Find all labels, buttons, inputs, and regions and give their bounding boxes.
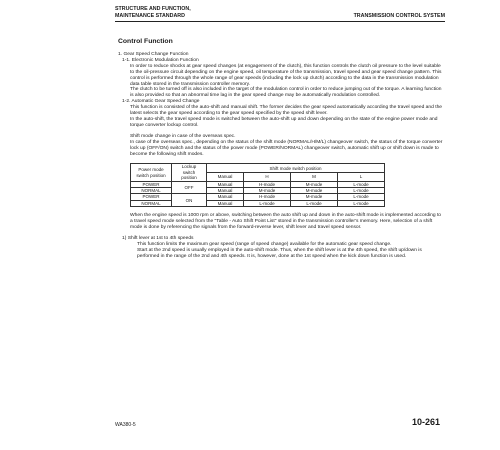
section-1-1-paragraph-2: The clutch to be turned off is also included in the target of the modulation control in order to reduce jumping out of the torque. A learning function is also provided so that an abnormal time lag in the gear speed change may be automatically modulation controlled. [130, 87, 442, 99]
sub-manual: Manual [207, 173, 244, 182]
col-lockup-switch: Lockup switch position [172, 164, 207, 181]
table-row: POWER OFF Manual H-mode M-mode L-mode [131, 181, 385, 187]
header-line-2: MAINTENANCE STANDARD [115, 12, 185, 19]
lockup-off-cell: OFF [172, 181, 207, 194]
section-1-2-paragraph: This function is consisted of the auto-shift and manual shift. The former decides the gear speed automatically according the travel speed and the latest selects the gear speed according to the gear speed specified by the speed shift lever. [130, 105, 443, 117]
document-body [118, 38, 444, 260]
table-row: POWER ON Manual H-mode M-mode L-mode [131, 194, 385, 200]
list-item-1-paragraph: This function limits the maximum gear speed (range of speed change) available for the automatic gear speed change. [137, 241, 392, 247]
table-row: NORMAL Manual L-mode L-mode L-mode [131, 200, 385, 206]
sub-l: L [338, 173, 385, 182]
header-rule [115, 21, 445, 22]
page-header [115, 6, 445, 19]
footer-page-number: 10-261 [412, 417, 441, 427]
overseas-spec-paragraph: In case of the overseas spec., depending on the status of the shift mode (NORMAL/H/M/L) changeover switch, the status of the torque converter lock up (OFF/ON) switch and the status of the power mode (POWER/NORMAL) changeover switch, automatic shift up or shift down is made to become the following shift modes. [130, 139, 443, 157]
footer-model: WA380-5 [115, 422, 136, 428]
section-1-heading: 1. Gear Speed Change Function [118, 52, 189, 57]
col-shift-mode: Shift mode switch position [207, 164, 385, 173]
section-1-1-heading: 1-1. Electronic Modulation Function [122, 57, 199, 63]
header-line-1: STRUCTURE AND FUNCTION, [115, 6, 191, 12]
section-1-1-paragraph: In order to reduce shocks at gear speed changes (at engagement of the clutch), this function controls the clutch oil pressure to the level suitable to the oil-pressure circuit depending on the engine speed, oil temperature of the transmission, travel speed and gear speed change pattern. This control is performed through the whole range of gear speeds (including the lock up clutch) according to the data in the transmission modulation data table stored in the transmission controller memory. [130, 63, 442, 87]
header-section-title: TRANSMISSION CONTROL SYSTEM [353, 12, 445, 19]
shift-mode-table [130, 163, 385, 207]
auto-shift-paragraph: When the engine speed is 1000 rpm or above, switching between the auto shift up and down in the auto-shift mode is implemented according to a travel speed mode selected from the "Table - Auto Shift Point List" stored in the transmission controller's memory. Here, selection of a shift mode is done by referencing the signals from the forward-reverse lever, shift lever and travel speed sensor. [130, 213, 442, 231]
page-title: Control Function [118, 38, 173, 45]
list-item-1-paragraph-2: Start at the 2nd speed is usually employed in the auto-shift mode. Thus, when the shift lever is at the 4th speed, the shift up/down is performed in the range of the 2nd and 4th speeds. It is, however, done at the 1st speed when the kick down function is used. [137, 247, 422, 259]
list-item-1-heading: 1) Shift lever at 1st to 4th speeds [122, 235, 194, 241]
overseas-spec-heading: Shift mode change in case of the overseas spec. [130, 133, 236, 139]
sub-h: H [244, 173, 291, 182]
sub-m: M [291, 173, 338, 182]
col-power-mode: Power mode switch position [131, 164, 172, 181]
section-1-2-heading: 1-2. Automatic Gear Speed Change [122, 99, 200, 105]
table-row: NORMAL Manual M-mode M-mode L-mode [131, 188, 385, 194]
section-1-2-paragraph-2: In the auto-shift, the travel speed mode is switched between the auto-shift up and down depending on the state of the engine power mode and torque converter lockup control. [130, 116, 438, 128]
lockup-on-cell: ON [172, 194, 207, 207]
